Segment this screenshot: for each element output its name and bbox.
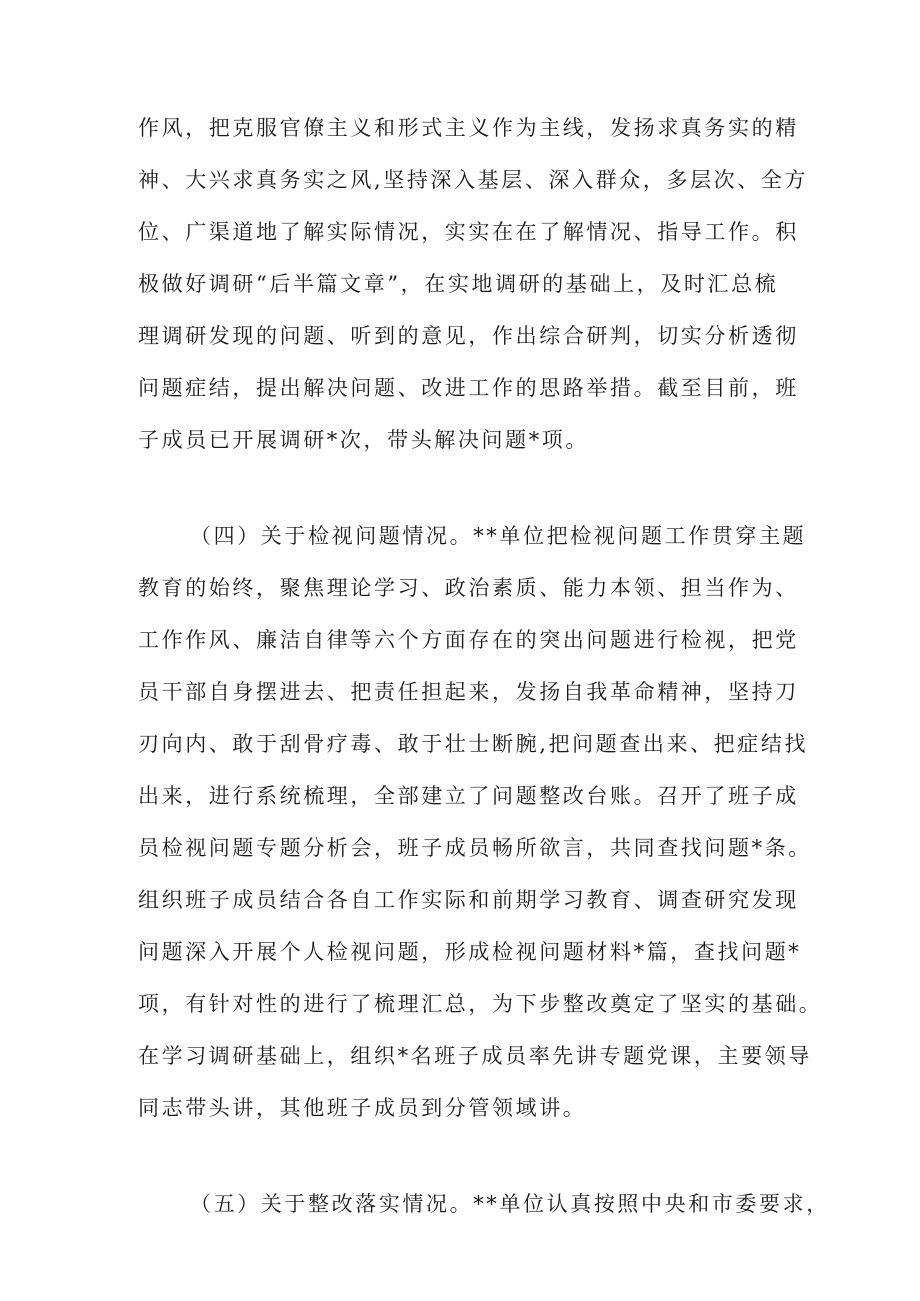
paragraph-line: 员检视问题专题分析会，班子成员畅所欲言，共同查找问题*条。 xyxy=(138,836,812,860)
paragraph-line: 理调研发现的问题、听到的意见，作出综合研判，切实分析透彻 xyxy=(138,324,799,348)
paragraph-line: 极做好调研“后半篇文章”，在实地调研的基础上，及时汇总梳 xyxy=(138,272,779,296)
paragraph-line: 位、广渠道地了解实际情况，实实在在了解情况、指导工作。积 xyxy=(138,220,799,244)
paragraph-line: 出来，进行系统梳理，全部建立了问题整改台账。召开了班子成 xyxy=(138,784,799,808)
paragraph-line: 组织班子成员结合各自工作实际和前期学习教育、调查研究发现 xyxy=(138,888,799,912)
paragraph-line: 问题症结，提出解决问题、改进工作的思路举措。截至目前，班 xyxy=(138,376,799,400)
paragraph-line: 神、大兴求真务实之风,坚持深入基层、深入群众，多层次、全方 xyxy=(138,168,809,192)
paragraph-line: 在学习调研基础上，组织*名班子成员率先讲专题党课，主要领导 xyxy=(138,1044,812,1068)
paragraph-line: 工作作风、廉洁自律等六个方面存在的突出问题进行检视，把党 xyxy=(138,628,799,652)
paragraph-line: 刃向内、敢于刮骨疗毒、敢于壮士断腕,把问题查出来、把症结找 xyxy=(138,732,809,756)
paragraph-line: 子成员已开展调研*次，带头解决问题*项。 xyxy=(138,428,589,452)
paragraph-line: 项，有针对性的进行了梳理汇总，为下步整改奠定了坚实的基础。 xyxy=(138,992,823,1016)
paragraph-line: 员干部自身摆进去、把责任担起来，发扬自我革命精神，坚持刀 xyxy=(138,680,799,704)
section-heading-line: （五）关于整改落实情况。**单位认真按照中央和市委要求， xyxy=(190,1192,830,1216)
paragraph-line: 同志带头讲，其他班子成员到分管领域讲。 xyxy=(138,1096,587,1120)
section-heading-line: （四）关于检视问题情况。**单位把检视问题工作贯穿主题 xyxy=(190,524,807,548)
paragraph-line: 教育的始终，聚焦理论学习、政治素质、能力本领、担当作为、 xyxy=(138,576,799,600)
paragraph-line: 作风，把克服官僚主义和形式主义作为主线，发扬求真务实的精 xyxy=(138,116,799,140)
paragraph-line: 问题深入开展个人检视问题，形成检视问题材料*篇，查找问题* xyxy=(138,940,802,964)
